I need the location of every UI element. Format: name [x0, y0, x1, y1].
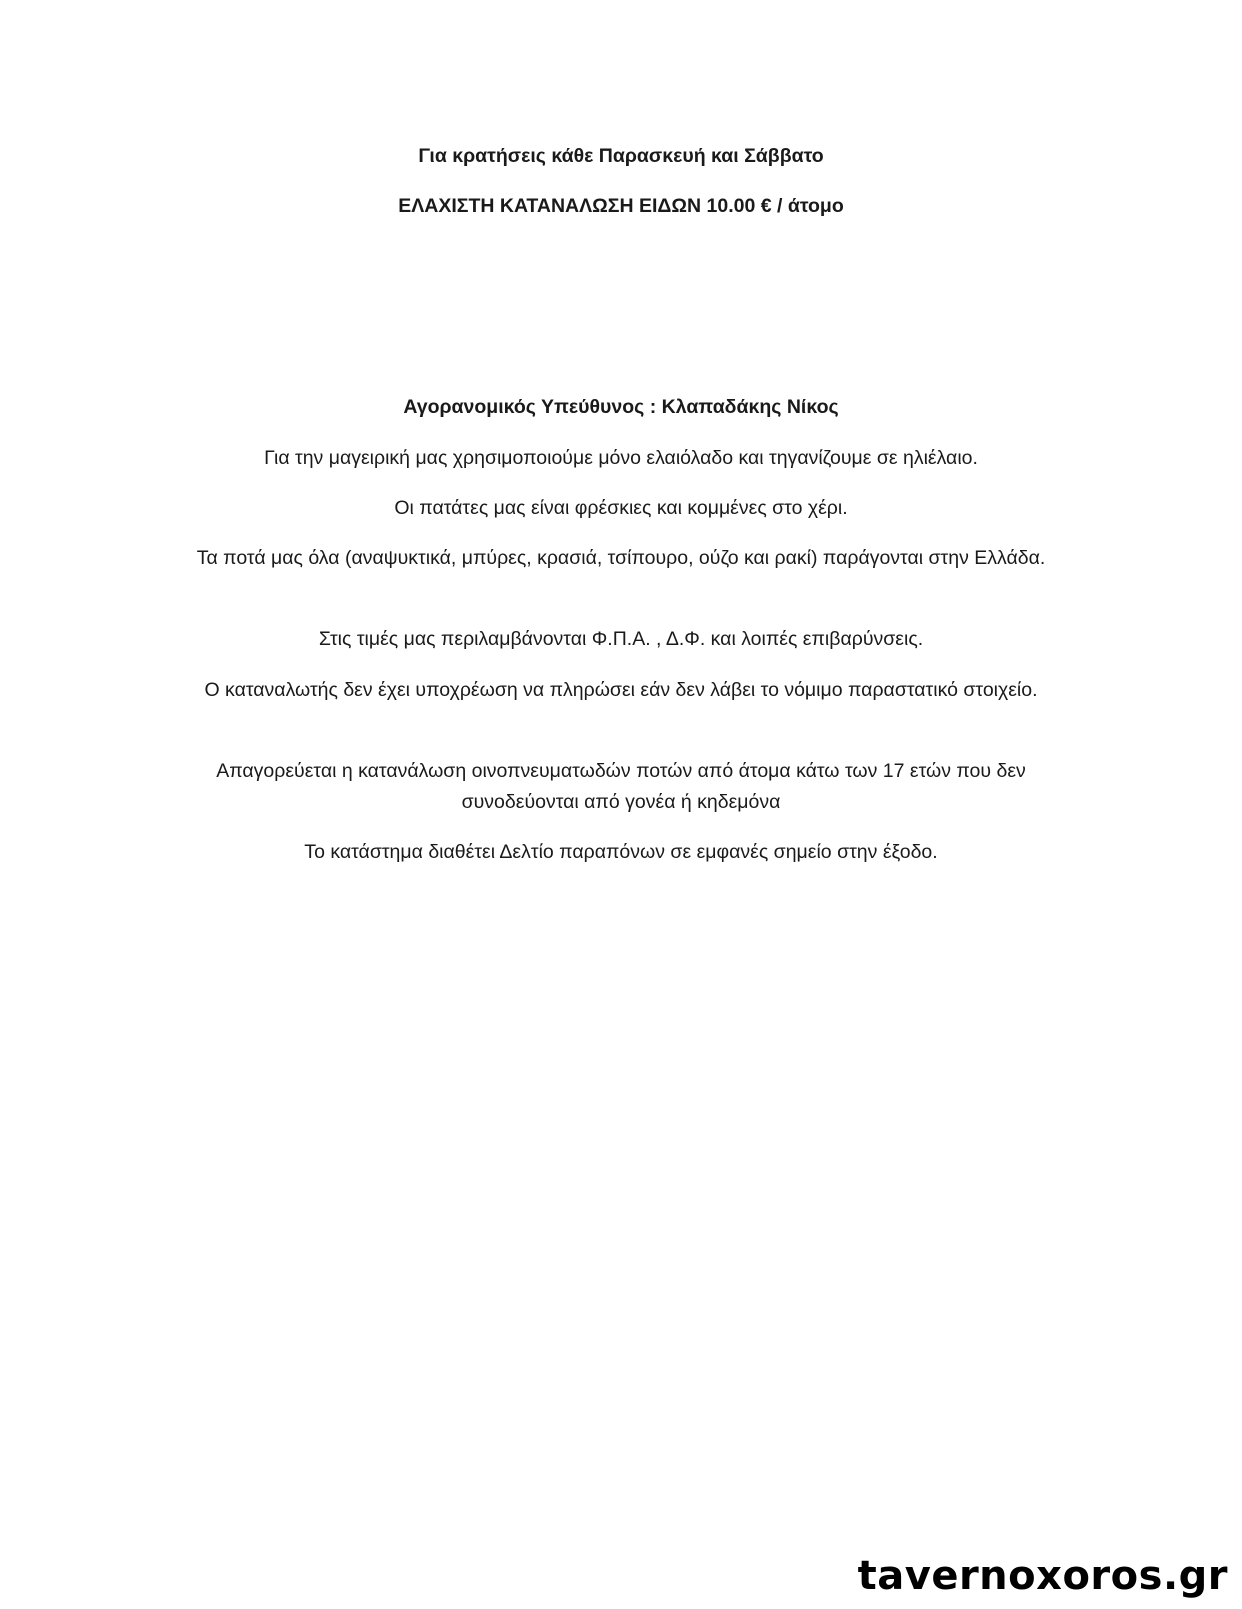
alcohol-notice: Απαγορεύεται η κατανάλωση οινοπνευματωδών ποτών από άτομα κάτω των 17 ετών που δεν συνοδεύονται από γονέα ή κηδεμόνα: [216, 760, 1026, 813]
complaints-notice: Το κατάστημα διαθέτει Δελτίο παραπόνων σε εμφανές σημείο στην έξοδο.: [304, 841, 938, 863]
prices-notice: Στις τιμές μας περιλαμβάνονται Φ.Π.Α. , Δ.Φ. και λοιπές επιβαρύνσεις.: [318, 628, 924, 650]
reservations-notice: Για κρατήσεις κάθε Παρασκευή και Σάββατο: [418, 145, 824, 167]
potatoes-notice: Οι πατάτες μας είναι φρέσκιες και κομμένες στο χέρι.: [394, 497, 848, 519]
cooking-oil-notice: Για την μαγειρική μας χρησιμοποιούμε μόνο ελαιόλαδο και τηγανίζουμε σε ηλιέλαιο.: [264, 447, 978, 469]
site-watermark: tavernoxoros.gr: [857, 1553, 1228, 1599]
responsible-person: Αγορανομικός Υπεύθυνος : Κλαπαδάκης Νίκος: [403, 396, 839, 418]
minimum-charge-notice: ΕΛΑΧΙΣΤΗ ΚΑΤΑΝΑΛΩΣΗ ΕΙΔΩΝ 10.00 € / άτομο: [398, 195, 844, 217]
receipt-notice: Ο καταναλωτής δεν έχει υποχρέωση να πληρώσει εάν δεν λάβει το νόμιμο παραστατικό στοιχείο.: [204, 679, 1038, 701]
drinks-notice: Τα ποτά μας όλα (αναψυκτικά, μπύρες, κρασιά, τσίπουρο, ούζο και ρακί) παράγονται στην Ελλάδα.: [196, 547, 1046, 569]
